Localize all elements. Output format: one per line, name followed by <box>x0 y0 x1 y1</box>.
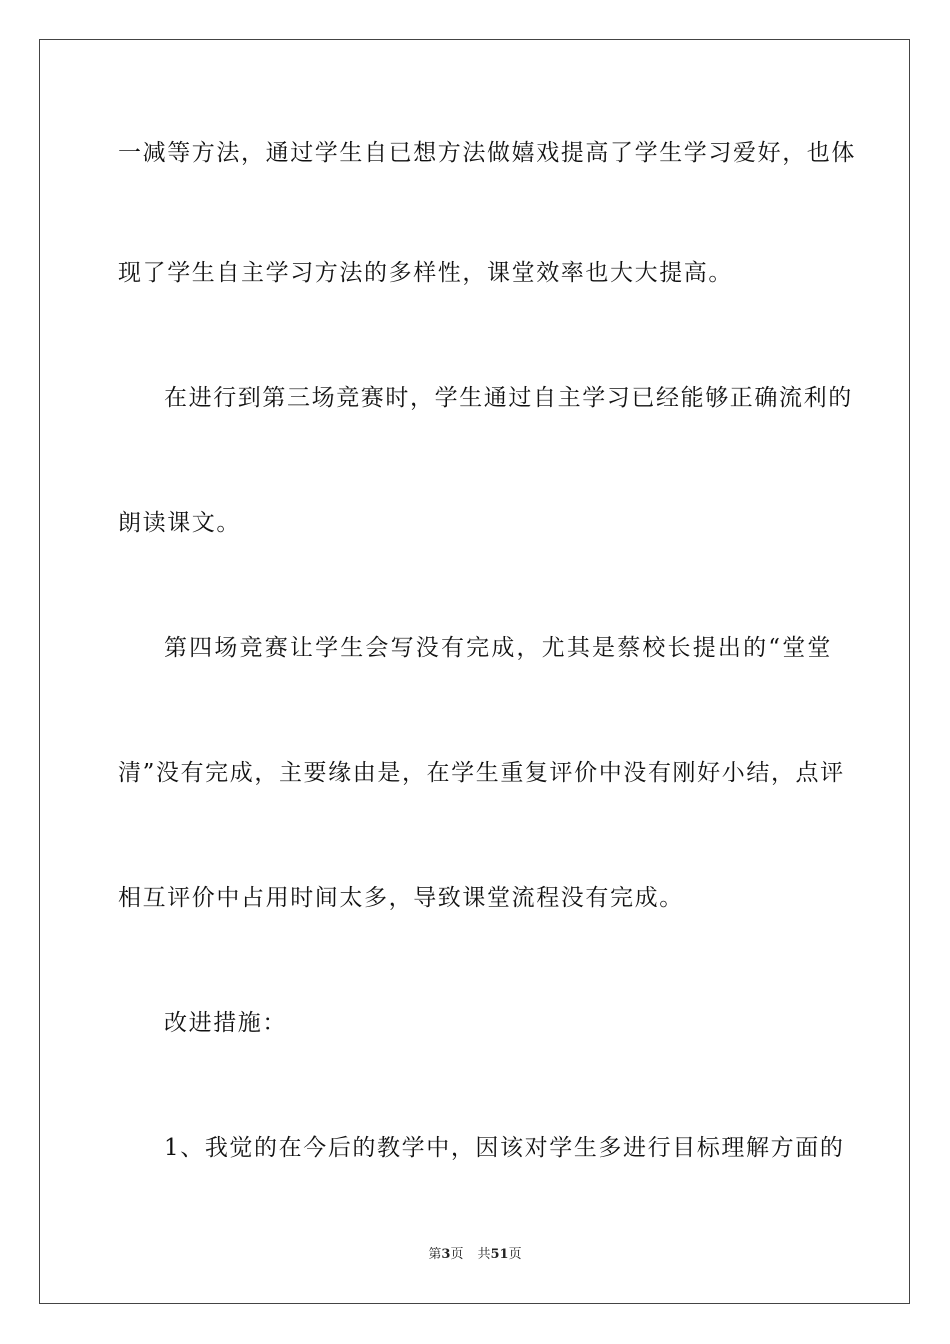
page-number: 3 <box>441 1247 451 1262</box>
page-suffix: 页 <box>450 1247 464 1262</box>
page-border <box>39 39 910 1304</box>
paragraph-1-line-2: 现了学生自主学习方法的多样性，课堂效率也大大提高。 <box>118 260 733 286</box>
paragraph-5-line-1: 1、我觉的在今后的教学中，因该对学生多进行目标理解方面的 <box>164 1135 845 1161</box>
paragraph-3-line-3: 相互评价中占用时间太多，导致课堂流程没有完成。 <box>118 885 684 911</box>
total-suffix: 页 <box>508 1247 522 1262</box>
paragraph-1-line-1: 一减等方法，通过学生自已想方法做嬉戏提高了学生学习爱好，也体 <box>118 140 856 166</box>
paragraph-4-line-1: 改进措施： <box>164 1010 287 1036</box>
total-pages: 51 <box>490 1247 509 1262</box>
page-prefix: 第 <box>428 1247 442 1262</box>
page-footer <box>0 1246 950 1264</box>
paragraph-2-line-2: 朗读课文。 <box>118 510 241 536</box>
paragraph-3-line-1: 第四场竞赛让学生会写没有完成，尤其是蔡校长提出的“堂堂 <box>164 635 832 661</box>
paragraph-2-line-1: 在进行到第三场竞赛时，学生通过自主学习已经能够正确流利的 <box>164 385 853 411</box>
paragraph-3-line-2: 清”没有完成，主要缘由是，在学生重复评价中没有刚好小结，点评 <box>118 760 845 786</box>
total-prefix: 共 <box>477 1247 491 1262</box>
